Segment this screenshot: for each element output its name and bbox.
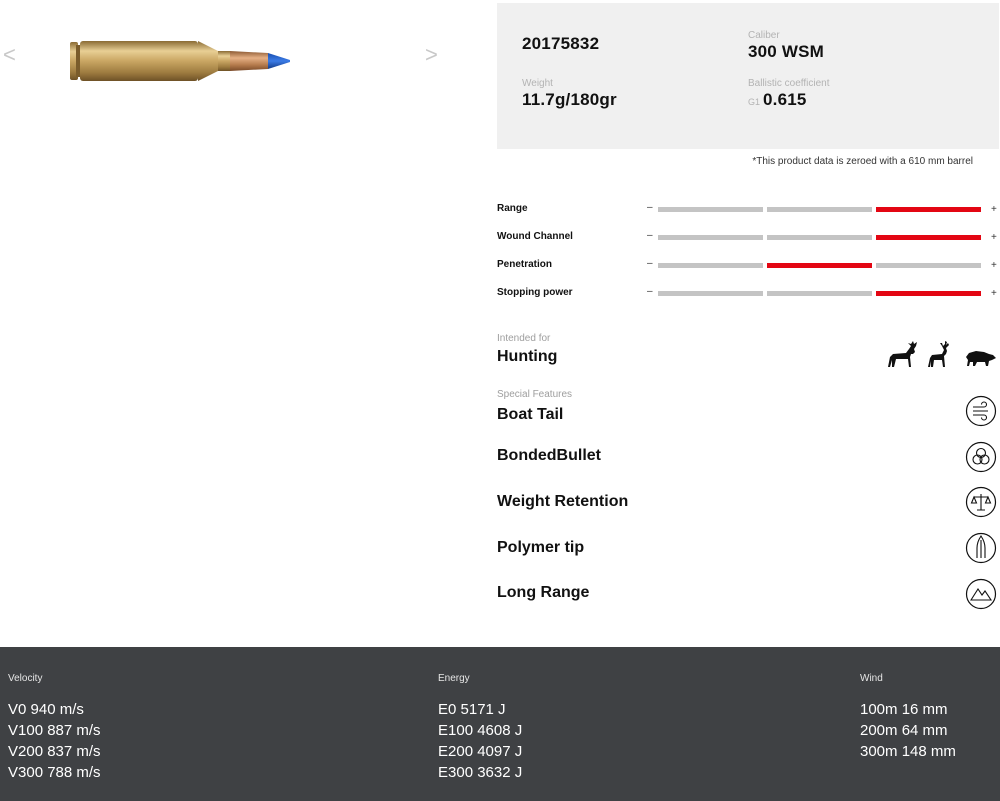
caliber-value: 300 WSM — [748, 42, 825, 61]
article-number: 20175832 — [522, 34, 600, 53]
rating-segment — [658, 291, 763, 296]
rating-plus: + — [991, 260, 997, 271]
energy-value: E100 4608 J — [438, 722, 523, 739]
velocity-value: V300 788 m/s — [8, 764, 101, 781]
caliber-label: Caliber — [748, 30, 780, 41]
gallery-prev-button[interactable]: < — [3, 42, 16, 67]
feature-title: Weight Retention — [497, 493, 629, 510]
mountain-icon — [965, 578, 997, 610]
rating-minus: – — [647, 230, 653, 241]
moose-icon — [888, 341, 917, 367]
rating-row — [497, 203, 1000, 231]
rating-bar — [658, 207, 987, 212]
rating-plus: + — [991, 288, 997, 299]
rating-segment — [767, 291, 872, 296]
boar-icon — [966, 351, 996, 366]
rating-segment — [767, 235, 872, 240]
velocity-label: Velocity — [8, 673, 43, 684]
rating-row — [497, 259, 1000, 287]
bullet-tip-icon — [965, 532, 997, 564]
rating-row — [497, 231, 1000, 259]
weight-label: Weight — [522, 78, 553, 89]
bc-prefix: G1 — [748, 97, 761, 107]
wind-label: Wind — [860, 673, 883, 684]
wind-icon — [965, 395, 997, 427]
scale-icon — [965, 486, 997, 518]
rating-label: Stopping power — [497, 287, 573, 298]
rating-bar — [658, 235, 987, 240]
caliber-cell — [748, 30, 824, 62]
rating-segment — [658, 235, 763, 240]
spec-card — [497, 3, 999, 149]
bonded-circles-icon — [965, 441, 997, 473]
energy-label: Energy — [438, 673, 470, 684]
rating-segment — [767, 207, 872, 212]
bc-value: 0.615 — [763, 90, 807, 109]
weight-value: 11.7g/180gr — [522, 90, 617, 109]
bc-label: Ballistic coefficient — [748, 78, 830, 89]
ballistics-panel — [0, 647, 1000, 801]
rating-label: Wound Channel — [497, 231, 573, 242]
rating-minus: – — [647, 258, 653, 269]
intended-value: Hunting — [497, 348, 558, 365]
wind-value: 100m 16 mm — [860, 701, 948, 718]
rating-label: Range — [497, 203, 528, 214]
rating-segment — [658, 207, 763, 212]
rating-segment — [876, 291, 981, 296]
wind-value: 300m 148 mm — [860, 743, 956, 760]
velocity-value: V0 940 m/s — [8, 701, 84, 718]
intended-label: Intended for — [497, 333, 551, 344]
velocity-value: V100 887 m/s — [8, 722, 101, 739]
rating-segment — [767, 263, 872, 268]
rating-plus: + — [991, 204, 997, 215]
feature-title: Long Range — [497, 584, 590, 601]
rating-minus: – — [647, 202, 653, 213]
game-icons — [884, 340, 998, 370]
zero-note: *This product data is zeroed with a 610 mm barrel — [752, 156, 973, 167]
deer-icon — [928, 341, 949, 367]
cartridge-image — [68, 38, 293, 84]
rating-row — [497, 287, 1000, 315]
feature-title: BondedBullet — [497, 447, 601, 464]
rating-segment — [658, 263, 763, 268]
wind-column — [860, 673, 956, 762]
rating-plus: + — [991, 232, 997, 243]
rating-segment — [876, 263, 981, 268]
rating-minus: – — [647, 286, 653, 297]
wind-value: 200m 64 mm — [860, 722, 948, 739]
rating-label: Penetration — [497, 259, 553, 270]
weight-cell — [522, 78, 617, 110]
energy-value: E300 3632 J — [438, 764, 523, 781]
velocity-column — [8, 673, 101, 783]
ballistic-coefficient-cell — [748, 78, 830, 110]
rating-bar — [658, 291, 987, 296]
energy-value: E0 5171 J — [438, 701, 506, 718]
gallery-next-button[interactable]: > — [425, 42, 438, 67]
rating-segment — [876, 207, 981, 212]
feature-title: Boat Tail — [497, 406, 564, 423]
performance-ratings — [497, 203, 1000, 315]
energy-column — [438, 673, 522, 783]
article-number-cell — [522, 34, 599, 54]
features-label: Special Features — [497, 389, 573, 400]
energy-value: E200 4097 J — [438, 743, 523, 760]
velocity-value: V200 837 m/s — [8, 743, 101, 760]
rating-bar — [658, 263, 987, 268]
product-gallery — [0, 0, 450, 120]
feature-title: Polymer tip — [497, 539, 585, 556]
rating-segment — [876, 235, 981, 240]
